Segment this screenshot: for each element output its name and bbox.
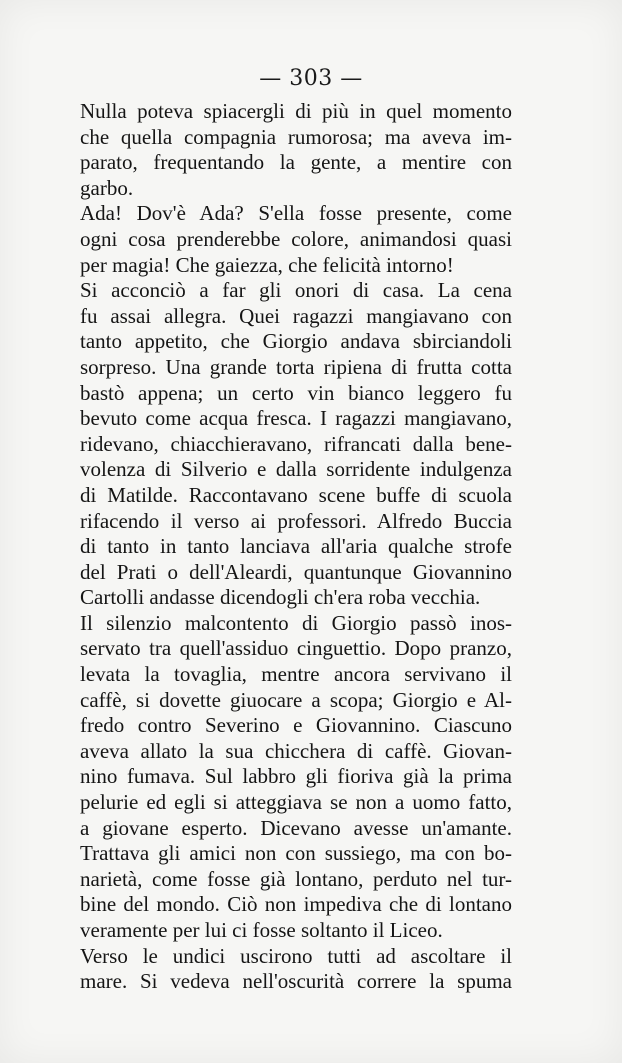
text-line: aveva allato la sua chicchera di caffè. Giovan- (80, 738, 512, 763)
text-line: bevuto come acqua fresca. I ragazzi mangiavano, (80, 406, 512, 431)
text-line: caffè, si dovette giuocare a scopa; Giorgio e Al- (80, 687, 512, 712)
text-line: rifacendo il verso ai professori. Alfredo Buccia (80, 508, 512, 533)
text-line: narietà, come fosse già lontano, perduto nel tur- (80, 866, 512, 891)
text-line: Nulla poteva spiacergli di più in quel momento (80, 99, 512, 123)
text-line: fu assai allegra. Quei ragazzi mangiavano con (80, 303, 512, 328)
text-line: Il silenzio malcontento di Giorgio passò inos- (80, 610, 512, 635)
text-line: a giovane esperto. Dicevano avesse un'amante. (80, 815, 512, 840)
text-line: di tanto in tanto lanciava all'aria qualche strofe (80, 534, 512, 559)
text-line: che quella compagnia rumorosa; ma aveva im- (80, 124, 512, 149)
text-line: parato, frequentando la gente, a mentire con (80, 150, 512, 175)
text-line: per magia! Che gaiezza, che felicità intorno! (80, 252, 454, 277)
text-line: pelurie ed egli si atteggiava se non a uomo fatto, (80, 790, 512, 815)
text-line: volenza di Silverio e dalla sorridente indulgenza (80, 457, 512, 482)
text-line: nino fumava. Sul labbro gli fioriva già la prima (80, 764, 512, 789)
text-line: del Prati o dell'Aleardi, quantunque Giovannino (80, 559, 512, 584)
text-line: Verso le undici uscirono tutti ad ascoltare il (80, 943, 512, 968)
text-line: di Matilde. Raccontavano scene buffe di scuola (80, 482, 512, 507)
text-line: veramente per lui ci fosse soltanto il Liceo. (80, 918, 443, 942)
text-line: sorpreso. Una grande torta ripiena di frutta cotta (80, 354, 512, 379)
text-line: tanto appetito, che Giorgio andava sbirciandoli (80, 329, 512, 354)
text-line: servato tra quell'assiduo cinguettio. Dopo pranzo, (80, 636, 512, 661)
page-number: — 303 — (259, 66, 363, 91)
text-line: Si acconciò a far gli onori di casa. La cena (80, 278, 512, 303)
text-line: fredo contro Severino e Giovannino. Ciascuno (80, 713, 512, 738)
text-line: levata la tovaglia, mentre ancora servivano il (80, 662, 512, 687)
text-line: Trattava gli amici non con sussiego, ma con bo- (80, 841, 512, 866)
text-line: ridevano, chiacchieravano, rifrancati dalla bene- (80, 431, 512, 456)
text-line: Ada! Dov'è Ada? S'ella fosse presente, come (80, 201, 512, 226)
text-line: mare. Si vedeva nell'oscurità correre la spuma (80, 969, 512, 994)
text-line: Cartolli andasse dicendogli ch'era roba vecchia. (80, 585, 481, 610)
text-line: bine del mondo. Ciò non impediva che di lontano (80, 892, 512, 917)
text-line: garbo. (80, 175, 134, 200)
text-line: ogni cosa prenderebbe colore, animandosi quasi (80, 226, 512, 251)
text-line: bastò appena; un certo vin bianco leggero fu (80, 380, 512, 405)
body-text (80, 99, 512, 995)
